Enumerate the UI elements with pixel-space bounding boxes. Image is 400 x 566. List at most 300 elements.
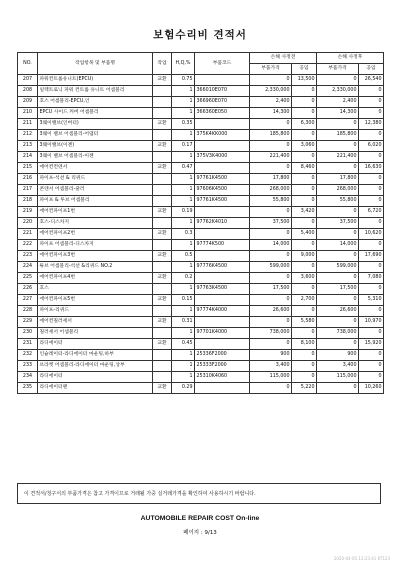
cell-part-price-before: 2,400 [250, 97, 292, 108]
cell-labor-after: 0 [359, 108, 384, 119]
cell-hqty: 1 [172, 86, 195, 97]
cell-work: 교환 [153, 273, 172, 284]
cell-labor-before: 0 [292, 361, 317, 372]
cell-no: 209 [18, 97, 38, 108]
cell-labor-before: 3,060 [292, 141, 317, 152]
cell-work [153, 328, 172, 339]
cell-part-price-after: 0 [317, 207, 359, 218]
cell-hqty: 0.31 [172, 317, 195, 328]
cell-part-price-after: 0 [317, 383, 359, 394]
disclaimer-note: 이 견적서/청구서의 부품가격은 참고 가격이므로 거래될 가중 실거래가격을 확인하여 사용하시기 바랍니다. [17, 483, 381, 504]
table-row [18, 306, 384, 317]
cell-part-price-after: 0 [317, 317, 359, 328]
cell-work: 교환 [153, 163, 172, 174]
table-row [18, 339, 384, 350]
cell-part-price-before: 738,000 [250, 328, 292, 339]
cell-work [153, 284, 172, 295]
cell-item-name: 브라켓 어셈블리-라디에이터 마운팅,상부 [38, 361, 153, 372]
cell-hqty: 1 [172, 262, 195, 273]
cell-hqty: 1 [172, 361, 195, 372]
cell-labor-after: 0 [359, 174, 384, 185]
cell-part-price-after: 17,500 [317, 284, 359, 295]
cell-item-name: 파이프-리퀴드 [38, 306, 153, 317]
cell-labor-before: 3,600 [292, 273, 317, 284]
cell-part-price-after: 0 [317, 295, 359, 306]
cell-no: 231 [18, 339, 38, 350]
table-row [18, 229, 384, 240]
cell-work [153, 372, 172, 383]
table-row [18, 284, 384, 295]
cell-hqty: 1 [172, 350, 195, 361]
cell-item-name: 인슐레이터-라디에이터 마운팅,하부 [38, 350, 153, 361]
cell-no: 208 [18, 86, 38, 97]
cell-labor-after: 12,380 [359, 119, 384, 130]
cell-hqty: 1 [172, 130, 195, 141]
header-labor-after: 공임 [359, 64, 384, 75]
cell-part-price-after: 0 [317, 339, 359, 350]
cell-labor-after: 0 [359, 240, 384, 251]
header-after-adjustment: 손해 사정후 [317, 53, 384, 64]
header-hqty: H,Q,% [172, 53, 195, 75]
cell-work [153, 130, 172, 141]
cell-work [153, 174, 172, 185]
cell-item-name: 일렉트로닉 파워 컨트롤 유니트 어셈블리 [38, 86, 153, 97]
cell-part-price-after: 0 [317, 163, 359, 174]
cell-labor-after: 6,020 [359, 141, 384, 152]
cell-part-code: 97762K4010 [195, 218, 250, 229]
cell-item-name: 호스 어셈블리-EPCU,인 [38, 97, 153, 108]
header-labor-before: 공임 [292, 64, 317, 75]
cell-part-code: 366960E070 [195, 97, 250, 108]
cell-part-price-after: 115,000 [317, 372, 359, 383]
cell-labor-after: 10,970 [359, 317, 384, 328]
cell-part-price-after: 14,000 [317, 240, 359, 251]
cell-item-name: 에어컨파이프5번 [38, 295, 153, 306]
cell-labor-before: 9,000 [292, 251, 317, 262]
cell-hqty: 0.45 [172, 339, 195, 350]
cell-part-price-before: 268,000 [250, 185, 292, 196]
cell-labor-before: 0 [292, 174, 317, 185]
cell-item-name: 파이프 & 투브 어셈블리 [38, 196, 153, 207]
header-part-price-after: 부품가격 [317, 64, 359, 75]
cell-hqty: 1 [172, 196, 195, 207]
cell-labor-before: 0 [292, 306, 317, 317]
cell-work [153, 218, 172, 229]
cell-work: 교환 [153, 229, 172, 240]
cell-labor-before: 0 [292, 185, 317, 196]
cell-no: 215 [18, 163, 38, 174]
table-row [18, 86, 384, 97]
cell-labor-after: 0 [359, 328, 384, 339]
cell-item-name: 칠러세서 어셈블리 [38, 328, 153, 339]
cell-part-price-before: 26,600 [250, 306, 292, 317]
cell-part-price-before: 900 [250, 350, 292, 361]
table-row [18, 361, 384, 372]
cell-hqty: 0.2 [172, 273, 195, 284]
cell-no: 233 [18, 361, 38, 372]
cell-part-price-before: 0 [250, 383, 292, 394]
cell-item-name: 에어컨파이프2번 [38, 229, 153, 240]
cell-item-name: 파이프-석션 & 리퀴드 [38, 174, 153, 185]
cell-hqty: 0.15 [172, 295, 195, 306]
cell-part-code [195, 251, 250, 262]
cell-labor-after: 0 [359, 152, 384, 163]
page-number: 페이지 : 9/13 [183, 530, 217, 536]
cell-hqty: 0.35 [172, 119, 195, 130]
cell-item-name: 3웨이밸브(이젠) [38, 141, 153, 152]
cell-part-code: 97701K4000 [195, 328, 250, 339]
cell-part-price-before: 0 [250, 229, 292, 240]
cell-item-name: 3웨이밸브(인버터) [38, 119, 153, 130]
table-row [18, 130, 384, 141]
print-timestamp: 2020-04-05 13:23:41 KT123 [333, 556, 390, 561]
cell-no: 228 [18, 306, 38, 317]
cell-no: 230 [18, 328, 38, 339]
cell-hqty: 1 [172, 174, 195, 185]
header-work: 작업 [153, 53, 172, 75]
cell-part-price-before: 0 [250, 339, 292, 350]
cell-part-price-before: 37,500 [250, 218, 292, 229]
cell-labor-after: 0 [359, 130, 384, 141]
cell-labor-after: 0 [359, 97, 384, 108]
cell-labor-before: 3,420 [292, 207, 317, 218]
cell-no: 214 [18, 152, 38, 163]
cell-no: 211 [18, 119, 38, 130]
cell-item-name: 호스-디스차지 [38, 218, 153, 229]
table-row [18, 218, 384, 229]
table-row [18, 174, 384, 185]
cell-work [153, 152, 172, 163]
cell-labor-before: 5,580 [292, 317, 317, 328]
cell-work [153, 361, 172, 372]
cell-labor-before: 0 [292, 262, 317, 273]
cell-work: 교환 [153, 141, 172, 152]
cell-labor-before: 8,460 [292, 163, 317, 174]
cell-hqty: 0.75 [172, 75, 195, 86]
cell-part-code: 97761K4500 [195, 196, 250, 207]
cell-part-price-after: 0 [317, 229, 359, 240]
cell-part-price-before: 55,800 [250, 196, 292, 207]
cell-labor-before: 0 [292, 328, 317, 339]
cell-labor-after: 0 [359, 306, 384, 317]
cell-work [153, 196, 172, 207]
cell-labor-after: 26,540 [359, 75, 384, 86]
table-row [18, 240, 384, 251]
cell-item-name: 튜브 어셈블리-석션 &리퀴드 NO.2 [38, 262, 153, 273]
cell-part-price-before: 0 [250, 207, 292, 218]
table-row [18, 328, 384, 339]
cell-labor-before: 0 [292, 86, 317, 97]
cell-no: 221 [18, 229, 38, 240]
cell-item-name: 3웨이 밸브 어셈블리-이젠 [38, 152, 153, 163]
cell-item-name: 콘덴서 어셈블리-쿨러 [38, 185, 153, 196]
cell-no: 217 [18, 185, 38, 196]
cell-work [153, 185, 172, 196]
cell-no: 224 [18, 262, 38, 273]
cell-part-code: 366010E070 [195, 86, 250, 97]
cell-part-price-after: 2,400 [317, 97, 359, 108]
cell-hqty: 0.29 [172, 383, 195, 394]
cell-work: 교환 [153, 251, 172, 262]
cell-part-price-before: 0 [250, 295, 292, 306]
header-before-adjustment: 손해 사정전 [250, 53, 317, 64]
cell-part-price-after: 0 [317, 273, 359, 284]
cell-hqty: 0.47 [172, 163, 195, 174]
cell-part-price-before: 115,000 [250, 372, 292, 383]
cell-no: 225 [18, 273, 38, 284]
cell-item-name: 파이프 어셈블리-디스차지 [38, 240, 153, 251]
cell-labor-after: 0 [359, 262, 384, 273]
table-row [18, 262, 384, 273]
cell-labor-before: 5,220 [292, 383, 317, 394]
cell-part-price-after: 900 [317, 350, 359, 361]
cell-part-code: 366360E050 [195, 108, 250, 119]
cell-work: 교환 [153, 339, 172, 350]
cell-labor-before: 0 [292, 108, 317, 119]
cell-part-price-after: 185,800 [317, 130, 359, 141]
cell-part-code [195, 295, 250, 306]
cell-labor-after: 10,260 [359, 383, 384, 394]
cell-labor-before: 13,500 [292, 75, 317, 86]
cell-labor-before: 0 [292, 130, 317, 141]
cell-part-price-before: 17,500 [250, 284, 292, 295]
cell-no: 213 [18, 141, 38, 152]
cell-part-code [195, 339, 250, 350]
cell-labor-after: 7,080 [359, 273, 384, 284]
header-work-item: 작업항목 및 부품명 [38, 53, 153, 75]
cell-part-price-before: 0 [250, 141, 292, 152]
cell-labor-before: 0 [292, 240, 317, 251]
cell-part-price-after: 0 [317, 119, 359, 130]
cell-item-name: EPCU 사이드 커버 어셈블리 [38, 108, 153, 119]
cell-part-price-after: 0 [317, 75, 359, 86]
cell-part-price-after: 738,000 [317, 328, 359, 339]
cell-part-code: 97774K4000 [195, 306, 250, 317]
cell-hqty: 1 [172, 108, 195, 119]
cell-no: 216 [18, 174, 38, 185]
cell-part-price-before: 14,000 [250, 240, 292, 251]
cell-work [153, 350, 172, 361]
cell-part-code: 97774K500 [195, 240, 250, 251]
cell-part-price-after: 2,330,000 [317, 86, 359, 97]
cell-part-code [195, 75, 250, 86]
cell-item-name: 파워컨트롤유니트(EPCU) [38, 75, 153, 86]
cell-work: 교환 [153, 207, 172, 218]
table-row [18, 185, 384, 196]
cell-hqty: 1 [172, 306, 195, 317]
cell-labor-before: 0 [292, 372, 317, 383]
cell-part-price-after: 3,400 [317, 361, 359, 372]
cell-no: 218 [18, 196, 38, 207]
cell-hqty: 1 [172, 284, 195, 295]
page-title: 보험수리비 견적서 [153, 29, 247, 41]
cell-part-code: 97776K4500 [195, 262, 250, 273]
cell-no: 220 [18, 218, 38, 229]
cell-hqty: 1 [172, 152, 195, 163]
cell-part-code: 97761K4500 [195, 174, 250, 185]
table-row [18, 119, 384, 130]
cell-labor-after: 17,690 [359, 251, 384, 262]
cell-part-code: 97763K4500 [195, 284, 250, 295]
cell-part-price-after: 221,400 [317, 152, 359, 163]
table-row [18, 350, 384, 361]
cell-labor-after: 0 [359, 218, 384, 229]
cell-work [153, 262, 172, 273]
cell-part-code [195, 119, 250, 130]
cell-part-code [195, 229, 250, 240]
estimate-table [17, 52, 384, 394]
cell-part-code: 375K4KK000 [195, 130, 250, 141]
cell-hqty: 1 [172, 218, 195, 229]
cell-labor-before: 0 [292, 350, 317, 361]
cell-part-price-after: 14,300 [317, 108, 359, 119]
cell-part-code [195, 383, 250, 394]
cell-labor-before: 0 [292, 97, 317, 108]
cell-item-name: 에어컨컨덴서 [38, 163, 153, 174]
header-no: NO. [18, 53, 38, 75]
cell-item-name: 라디에이터 [38, 339, 153, 350]
cell-hqty: 1 [172, 185, 195, 196]
cell-part-price-before: 2,330,000 [250, 86, 292, 97]
cell-item-name: 에어컨파이프4번 [38, 273, 153, 284]
cell-labor-after: 10,620 [359, 229, 384, 240]
cell-part-price-before: 0 [250, 75, 292, 86]
table-row [18, 207, 384, 218]
table-row [18, 196, 384, 207]
cell-part-price-before: 3,400 [250, 361, 292, 372]
cell-no: 222 [18, 240, 38, 251]
cell-labor-after: 0 [359, 196, 384, 207]
cell-part-code [195, 163, 250, 174]
cell-labor-before: 0 [292, 152, 317, 163]
footer-title: AUTOMOBILE REPAIR COST On-line [140, 515, 260, 522]
cell-labor-after: 0 [359, 372, 384, 383]
cell-part-price-after: 37,500 [317, 218, 359, 229]
cell-labor-after: 15,920 [359, 339, 384, 350]
cell-part-code: 25333F2000 [195, 361, 250, 372]
cell-work: 교환 [153, 317, 172, 328]
table-row [18, 295, 384, 306]
cell-labor-after: 0 [359, 86, 384, 97]
cell-hqty: 1 [172, 328, 195, 339]
cell-work [153, 108, 172, 119]
cell-part-price-before: 0 [250, 163, 292, 174]
cell-part-price-after: 599,000 [317, 262, 359, 273]
cell-part-price-after: 17,800 [317, 174, 359, 185]
cell-part-price-after: 268,000 [317, 185, 359, 196]
cell-labor-after: 0 [359, 185, 384, 196]
cell-no: 212 [18, 130, 38, 141]
cell-hqty: 0.19 [172, 207, 195, 218]
cell-no: 235 [18, 383, 38, 394]
cell-item-name: 라디에이터팬 [38, 383, 153, 394]
cell-no: 223 [18, 251, 38, 262]
table-row [18, 317, 384, 328]
cell-labor-before: 0 [292, 218, 317, 229]
cell-no: 226 [18, 284, 38, 295]
cell-part-code: 97606K4500 [195, 185, 250, 196]
cell-labor-before: 0 [292, 196, 317, 207]
cell-labor-after: 6,720 [359, 207, 384, 218]
cell-work [153, 97, 172, 108]
cell-no: 207 [18, 75, 38, 86]
cell-part-code: 25336F2000 [195, 350, 250, 361]
table-row [18, 251, 384, 262]
cell-labor-before: 5,400 [292, 229, 317, 240]
cell-labor-after: 0 [359, 350, 384, 361]
cell-part-code: 25310K4060 [195, 372, 250, 383]
cell-labor-before: 2,700 [292, 295, 317, 306]
cell-item-name: 3웨이 밸브 어셈블리-어댑터 [38, 130, 153, 141]
cell-work [153, 306, 172, 317]
header-part-price-before: 부품가격 [250, 64, 292, 75]
table-row [18, 152, 384, 163]
table-row [18, 97, 384, 108]
table-row [18, 108, 384, 119]
cell-part-price-after: 26,600 [317, 306, 359, 317]
cell-part-price-after: 0 [317, 251, 359, 262]
cell-labor-after: 16,630 [359, 163, 384, 174]
cell-no: 219 [18, 207, 38, 218]
cell-item-name: 에어컨칠러세서 [38, 317, 153, 328]
cell-part-price-after: 55,800 [317, 196, 359, 207]
cell-no: 210 [18, 108, 38, 119]
cell-hqty: 1 [172, 97, 195, 108]
cell-work: 교환 [153, 119, 172, 130]
cell-part-price-before: 14,300 [250, 108, 292, 119]
cell-part-code [195, 141, 250, 152]
cell-work: 교환 [153, 75, 172, 86]
table-row [18, 141, 384, 152]
cell-labor-after: 0 [359, 361, 384, 372]
cell-labor-after: 5,310 [359, 295, 384, 306]
cell-hqty: 1 [172, 240, 195, 251]
table-row [18, 75, 384, 86]
cell-labor-before: 0 [292, 284, 317, 295]
cell-part-code [195, 207, 250, 218]
cell-hqty: 0.3 [172, 229, 195, 240]
cell-item-name: 라디에이터 [38, 372, 153, 383]
cell-item-name: 에어컨파이프3번 [38, 251, 153, 262]
cell-work [153, 86, 172, 97]
cell-part-price-before: 599,000 [250, 262, 292, 273]
table-row [18, 383, 384, 394]
cell-part-price-after: 0 [317, 141, 359, 152]
cell-part-price-before: 17,800 [250, 174, 292, 185]
cell-item-name: 호스 [38, 284, 153, 295]
cell-hqty: 0.5 [172, 251, 195, 262]
cell-part-code: 375V3K4000 [195, 152, 250, 163]
cell-part-price-before: 0 [250, 273, 292, 284]
cell-part-code [195, 317, 250, 328]
cell-part-price-before: 0 [250, 317, 292, 328]
cell-hqty: 0.17 [172, 141, 195, 152]
cell-work: 교환 [153, 295, 172, 306]
cell-no: 232 [18, 350, 38, 361]
cell-labor-after: 0 [359, 284, 384, 295]
cell-part-code [195, 273, 250, 284]
cell-item-name: 에어컨파이프1번 [38, 207, 153, 218]
cell-labor-before: 8,100 [292, 339, 317, 350]
table-row [18, 163, 384, 174]
table-row [18, 372, 384, 383]
cell-part-price-before: 221,400 [250, 152, 292, 163]
header-part-code: 부품코드 [195, 53, 250, 75]
table-body [18, 75, 384, 394]
cell-no: 227 [18, 295, 38, 306]
cell-work: 교환 [153, 383, 172, 394]
cell-labor-before: 6,300 [292, 119, 317, 130]
